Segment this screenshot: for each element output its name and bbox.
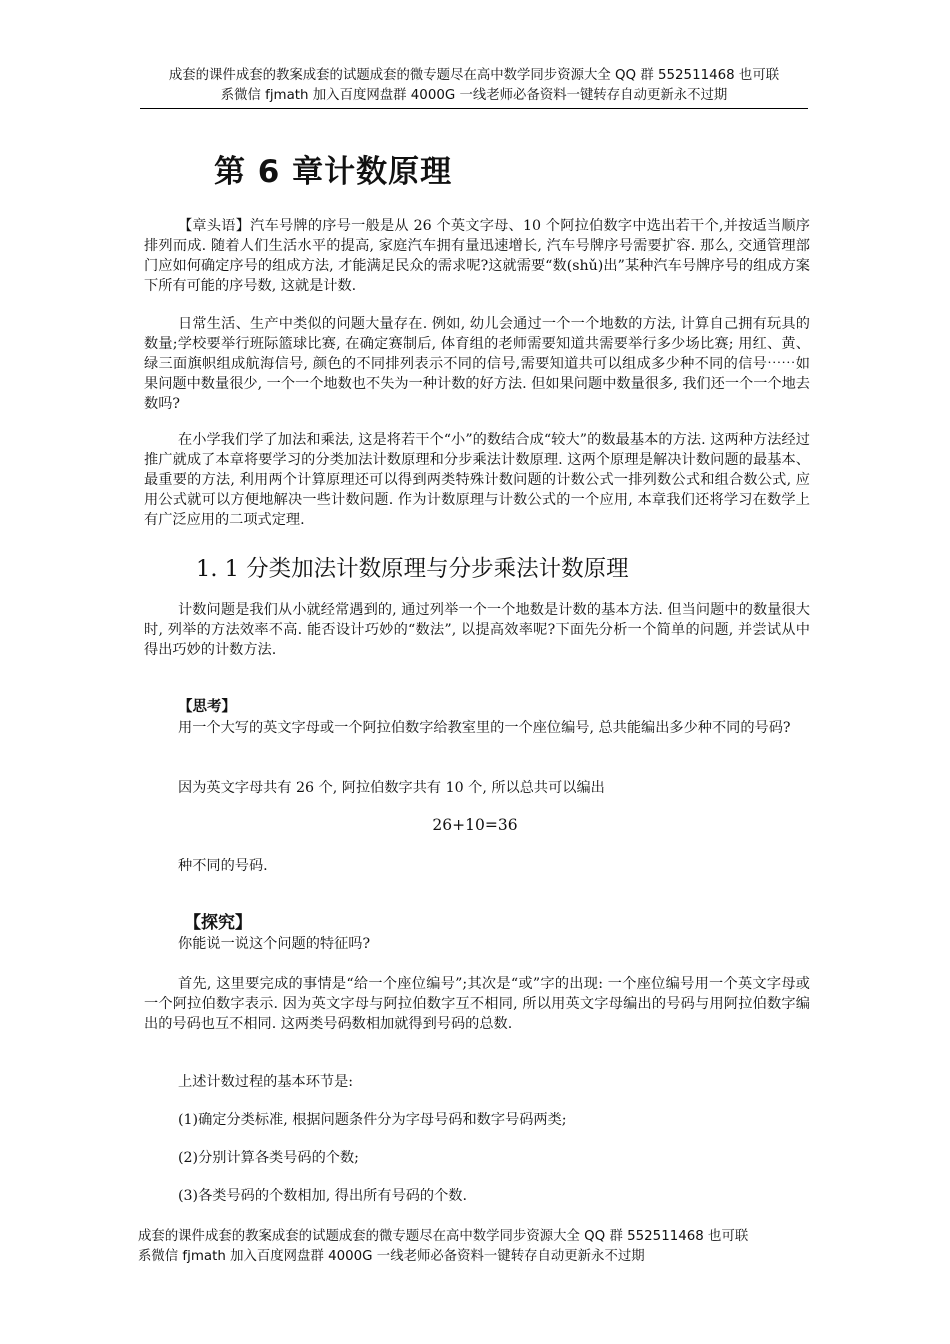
header-divider <box>140 108 808 109</box>
explore-paragraph: 首先, 这里要完成的事情是“给一个座位编号”;其次是“或”字的出现: 一个座位编号用一个英文字母或一个阿拉伯数字表示. 因为英文字母与阿拉伯数字互不相同, 所以用英文字母编出的号码与用阿拉伯数字编出的号码也互不相同. 这两类号码数相加就得到号码的总数. <box>144 976 810 1032</box>
think-label: 【思考】 <box>178 699 236 715</box>
footer-line-1: 成套的课件成套的教案成套的试题成套的微专题尽在高中数学同步资源大全 QQ 群 552511468 也可联 <box>138 1229 749 1244</box>
explore-label: 【探究】 <box>184 913 252 933</box>
think-question: 用一个大写的英文字母或一个阿拉伯数字给教室里的一个座位编号, 总共能编出多少种不同的号码? <box>178 720 791 736</box>
equation: 26+10=36 <box>432 816 518 834</box>
explore-question: 你能说一说这个问题的特征吗? <box>178 936 371 952</box>
footer-line-2: 系微信 fjmath 加入百度网盘群 4000G 一线老师必备资料一键转存自动更新永不过期 <box>138 1249 645 1264</box>
think-answer-post: 种不同的号码. <box>178 858 268 874</box>
page-footer <box>138 1227 806 1267</box>
step-2: (2)分别计算各类号码的个数; <box>178 1150 359 1166</box>
header-line-1: 成套的课件成套的教案成套的试题成套的微专题尽在高中数学同步资源大全 QQ 群 552511468 也可联 <box>168 68 780 83</box>
section-intro-paragraph: 计数问题是我们从小就经常遇到的, 通过列举一个一个地数是计数的基本方法. 但当问题中的数量很大时, 列举的方法效率不高. 能否设计巧妙的“数法”, 以提高效率呢?下面先分析一个简单的问题, 并尝试从中得出巧妙的计数方法. <box>144 602 810 658</box>
intro-paragraph-3: 在小学我们学了加法和乘法, 这是将若干个“小”的数结合成“较大”的数最基本的方法. 这两种方法经过推广就成了本章将要学习的分类加法计数原理和分步乘法计数原理. 这两个原理是解决计数问题的最基本、最重要的方法, 利用两个计算原理还可以得到两类特殊计数问题的计数公式一排列数公式和组合数公式, 应用公式就可以方便地解决一些计数问题. 作为计数原理与计数公式的一个应用, 本章我们还将学习在数学上有广泛应用的二项式定理. <box>144 432 810 528</box>
steps-intro: 上述计数过程的基本环节是: <box>178 1074 354 1090</box>
section-title: 1. 1 分类加法计数原理与分步乘法计数原理 <box>196 556 629 582</box>
think-answer-pre: 因为英文字母共有 26 个, 阿拉伯数字共有 10 个, 所以总共可以编出 <box>178 780 605 796</box>
page-header <box>140 66 808 106</box>
header-line-2: 系微信 fjmath 加入百度网盘群 4000G 一线老师必备资料一键转存自动更新永不过期 <box>220 88 728 103</box>
intro-paragraph-2: 日常生活、生产中类似的问题大量存在. 例如, 幼儿会通过一个一个地数的方法, 计算自己拥有玩具的数量;学校要举行班际篮球比赛, 在确定赛制后, 体育组的老师需要知道共需要举行多少场比赛; 用红、黄、绿三面旗帜组成航海信号, 颜色的不同排列表示不同的信号,需要知道共可以组成多少种不同的信号⋯⋯如果问题中数量很少, 一个一个地数也不失为一种计数的好方法. 但如果问题中数量很多, 我们还一个一个地去数吗? <box>144 316 810 412</box>
chapter-title: 第 6 章计数原理 <box>214 154 453 190</box>
step-3: (3)各类号码的个数相加, 得出所有号码的个数. <box>178 1188 468 1204</box>
intro-paragraph-1: 【章头语】汽车号牌的序号一般是从 26 个英文字母、10 个阿拉伯数字中选出若干个,并按适当顺序排列而成. 随着人们生活水平的提高, 家庭汽车拥有量迅速增长, 汽车号牌序号需要扩容. 那么, 交通管理部门应如何确定序号的组成方法, 才能满足民众的需求呢?这就需要“数(shǔ)出”某种汽车号牌序号的组成方案下所有可能的序号数, 这就是计数. <box>144 218 810 294</box>
step-1: (1)确定分类标准, 根据问题条件分为字母号码和数字号码两类; <box>178 1112 567 1128</box>
